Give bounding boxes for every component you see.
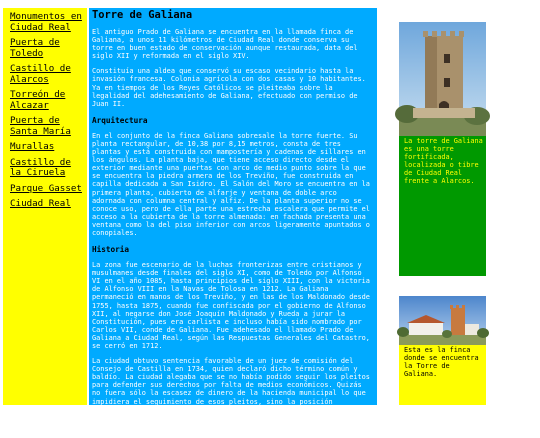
intro-paragraph: El antiguo Prado de Galiana se encuentra en la llamada finca de Galiana, a unos 11 kilómetros de Ciudad Real donde conserva su torre en buen estado de conservación aunque restaurada, data del siglo XII y reformada en el siglo XIV. — [92, 28, 362, 61]
tower-caption: La torre de Galiana es una torre fortificada, localizada o tibre de Ciudad Real frente a Alarcos. — [404, 137, 483, 186]
nav-link-castillo-alarcos[interactable]: Castillo de Alarcos — [10, 63, 71, 85]
sidebar-nav — [3, 8, 87, 405]
nav-item — [10, 199, 87, 210]
nav-link-castillo-ciruela[interactable]: Castillo de la Ciruela — [10, 156, 71, 178]
nav-item — [10, 38, 87, 59]
nav-link-torreon-alcazar[interactable]: Torreón de Alcazar — [10, 89, 66, 111]
arquitectura-paragraph: En el conjunto de la finca Galiana sobresale la torre fuerte. Su planta rectangular, de 10,38 por 8,15 metros, consta de tres plantas y está construida con mampostería y cadenas de sillares en los ángulos. La planta baja, que tiene acceso directo desde el exterior mediante una puertas con arco de medio punto sobre la que se encuentra la piedra armera de los Treviño, fue construida en capilla dedicada a San Isidro. El Salón del Moro se encuentra en la primera planta, cubierto de alfarje y ventana de doble arco adornada con columna central y alfiz. De la planta superior no se conoce uso, pero de ella parte una estrecha escalera que permite el acceso a la cubierta de la torre almenada: en fachada presenta una ventana como la del piso inferior con arcos ligeramente apuntados o conopiales. — [92, 131, 375, 237]
farm-caption: Esta es la finca donde se encuentra la Torre de Galiana. — [404, 346, 479, 379]
farm-figure — [399, 296, 486, 405]
intro-paragraph: Constituía una aldea que conservó su escaso vecindario hasta la invasión francesa. Colonia agrícola con dos casas y 10 habitantes. Ya en tiempos de los Reyes Católicos se pleiteaba sobre la legalidad del adehesamiento de Galiana, efectuado con permiso de Juan II. — [92, 67, 370, 108]
page-title: Torre de Galiana — [92, 9, 193, 21]
nav-link-ciudad-real[interactable]: Ciudad Real — [10, 198, 71, 209]
tower-photo — [399, 22, 486, 136]
nav-list — [3, 8, 87, 210]
historia-paragraph: La ciudad obtuvo sentencia favorable de un juez de comisión del Consejo de Castilla en 1734, quien declaró dicho término común y baldío. La ciudad alegaba que se no había podido seguir los pleitos para defender sus derechos por falta de medios económicos. Quizás no fuera sólo la escasez de dinero de la hacienda municipal lo que impidiera el seguimiento de esos pleitos, sino la posición preeminente que en la sociedad ciudarrealeña y dentro del mismo ayuntamiento ocupaban los titulares de estas dehesas. En el XVIII el famoso mayorazgo de Galiana, tras los inevitables pleitos, estaba en — [92, 357, 375, 438]
nav-item — [10, 158, 87, 179]
nav-link-parque-gasset[interactable]: Parque Gasset — [10, 182, 82, 194]
farm-photo — [399, 296, 486, 345]
nav-item — [10, 142, 87, 153]
main-content — [89, 8, 377, 438]
nav-item — [10, 184, 87, 195]
nav-item — [10, 90, 87, 111]
nav-item — [10, 64, 87, 85]
nav-link-monumentos[interactable]: Monumentos en Ciudad Real — [10, 11, 82, 33]
nav-item — [10, 12, 87, 33]
section-heading-arquitectura: Arquitectura — [92, 115, 148, 125]
nav-link-puerta-santa-maria[interactable]: Puerta de Santa María — [10, 115, 71, 137]
nav-link-puerta-toledo[interactable]: Puerta de Toledo — [10, 37, 60, 59]
nav-link-murallas[interactable]: Murallas — [10, 141, 55, 152]
tower-figure — [399, 22, 486, 276]
historia-paragraph: La zona fue escenario de la luchas fronterizas entre cristianos y musulmanes desde finales del siglo XI, como de Toledo por Alfonso VI en el año 1085, hasta principios del siglo XIII, con la victoria de Alfonso VIII en la Navas de Tolosa en 1212. La Galiana permaneció en manos de los Treviño, y en las de los Maldonado desde 1755, hasta 1875, cuando fue confiscada por el gobierno de Alfonso XII, al negarse don José Joaquín Maldonado y Rueda a jurar la Constitución, pues era carlista e incluso había sido nombrado por Carlos VII, conde de Galiana. Fue adehesado el llamado Prado de Galiana a Ciudad Real, según las Respuestas Generales del Catastro, se cerró en 1712. — [92, 261, 375, 350]
nav-item — [10, 116, 87, 137]
section-heading-historia: Historia — [92, 245, 130, 255]
